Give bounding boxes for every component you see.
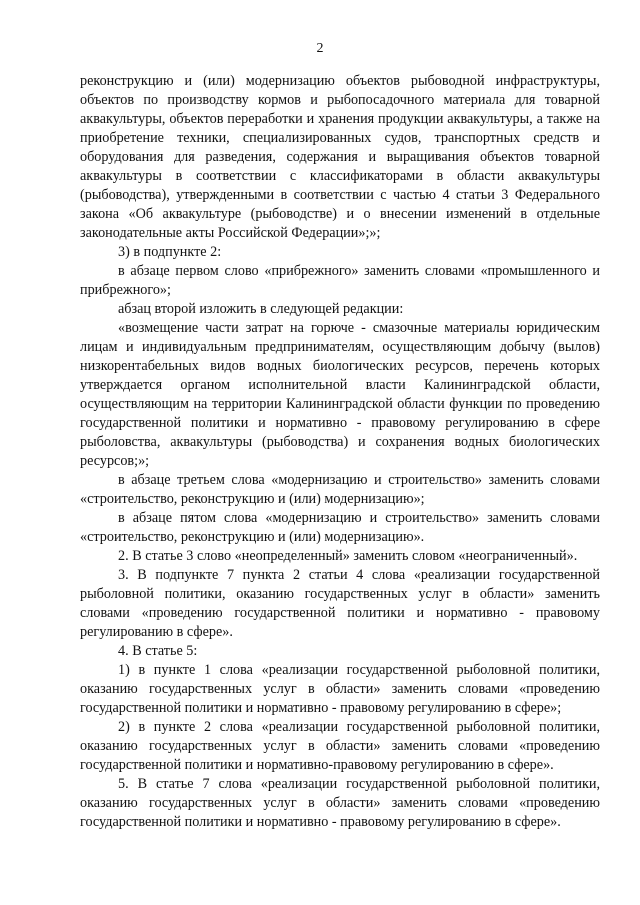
paragraph: 1) в пункте 1 слова «реализации государственной рыболовной политики, оказанию государственных услуг в области» заменить словами «проведению государственной политики и нормативно - правовому регулированию в сфере»; — [80, 662, 600, 716]
paragraph: «возмещение части затрат на горюче - смазочные материалы юридическим лицам и индивидуальным предпринимателям, осуществляющим добычу (вылов) низкорентабельных видов водных биологических ресурсов, перечень которых утверждается органом исполнительной власти Калининградской области, осуществляющим на территории Калининградской области функции по проведению государственной политики и нормативно - правовому регулированию в сфере рыболовства, аквакультуры (рыбоводства) и сохранения водных биологических ресурсов;»; — [80, 320, 600, 469]
paragraph: 2) в пункте 2 слова «реализации государственной рыболовной политики, оказанию государственных услуг в области» заменить словами «проведению государственной политики и нормативно-правовому регулированию в сфере». — [80, 719, 600, 773]
paragraph: 4. В статье 5: — [118, 643, 198, 659]
paragraph: абзац второй изложить в следующей редакции: — [118, 301, 404, 317]
paragraph: в абзаце пятом слова «модернизацию и строительство» заменить словами «строительство, реконструкцию и (или) модернизацию». — [80, 510, 600, 545]
page-number: 2 — [316, 41, 324, 56]
paragraph: 3) в подпункте 2: — [118, 244, 222, 260]
paragraph: 5. В статье 7 слова «реализации государственной рыболовной политики, оказанию государственных услуг в области» заменить словами «проведению государственной политики и нормативно - правовому регулированию в сфере». — [80, 776, 600, 830]
paragraph: реконструкцию и (или) модернизацию объектов рыбоводной инфраструктуры, объектов по производству кормов и рыбопосадочного материала для товарной аквакультуры, объектов переработки и хранения продукции аквакультуры, а также на приобретение техники, специализированных судов, транспортных средств и оборудования для разведения, содержания и выращивания объектов товарной аквакультуры в соответствии с классификаторами в области аквакультуры (рыбоводства), утвержденными в соответствии с частью 4 статьи 3 Федерального закона «Об аквакультуре (рыбоводстве) и о внесении изменений в отдельные законодательные акты Российской Федерации»;»; — [80, 73, 600, 241]
document-body — [80, 72, 600, 832]
paragraph: 2. В статье 3 слово «неопределенный» заменить словом «неограниченный». — [118, 548, 578, 564]
paragraph: в абзаце третьем слова «модернизацию и строительство» заменить словами «строительство, реконструкцию и (или) модернизацию»; — [80, 472, 600, 507]
paragraph: 3. В подпункте 7 пункта 2 статьи 4 слова «реализации государственной рыболовной политики, оказанию государственных услуг в области» заменить словами «проведению государственной политики и нормативно - правовому регулированию в сфере». — [80, 567, 600, 640]
paragraph: в абзаце первом слово «прибрежного» заменить словами «промышленного и прибрежного»; — [80, 263, 600, 298]
